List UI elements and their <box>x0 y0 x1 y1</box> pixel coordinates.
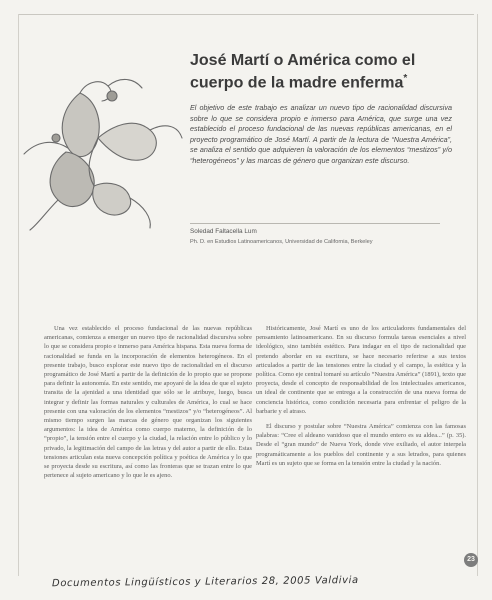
dancing-figures-illustration <box>16 68 186 233</box>
page-number: 23 <box>464 553 478 567</box>
author-name: Soledad Faltacella Lum <box>190 228 257 235</box>
body-paragraph: Una vez establecido el proceso fundacional de las nuevas repúblicas americanas, comienza a emerger un nuevo tipo de racionalidad discursiva sobre lo que se considera propio e inmerso para América hispana. Esta nueva forma de racionalidad se funda en la incorporación de elementos heterogéneos. En el presente trabajo, busco explorar este nuevo tipo de racionalidad en el discurso programático de José Martí a partir de la definición de lo propio que se propone para definir la autonomía. En este sentido, me apoyaré de la idea de que el sujeto transita de la ajenidad a una identidad que sólo se le atribuye, luego, busca integrar y definir las formas naturales y culturales de América, lo cual se hace presente con una valoración de los elementos “mestizos” y/o “heterogéneos”. Al mismo tiempo surgen las marcas de género que organizan los siguientes argumentos: la idea de América como cuerpo materno, la definición de lo “propio”, la tensión entre el cuerpo y la ciudad, la relación entre lo público y lo privado, la legitimación del campo de las letras y del autor a partir de ello. Estas tensiones articulan esta nueva concepción política y poética de América y lo que se proyecta desde su escritura, así como las fronteras que se trazan entre lo que pertenece al sujeto americano y lo que le es ajeno. <box>44 325 252 480</box>
title-text: José Martí o América como el cuerpo de la madre enferma <box>190 52 416 92</box>
right-rule <box>477 14 478 576</box>
article-title <box>190 52 440 92</box>
author-affiliation: Ph. D. en Estudios Latinoamericanos, Universidad de California, Berkeley <box>190 239 373 245</box>
top-rule <box>18 14 474 15</box>
handwritten-citation: Documentos Lingüísticos y Literarios 28, 2005 Valdivia <box>51 574 359 590</box>
title-footnote-mark: * <box>403 73 408 84</box>
body-paragraph: El discurso y postular sobre “Nuestra América” comienza con las famosas palabras: “Cree el aldeano vanidoso que el mundo entero es su aldea...” (p. 35). Desde el “gran mundo” de Nueva York, donde vive exiliado, el autor interpela programáticamente a los pueblos del continente y a sus letrados, para quienes Martí es un sujeto que se forma en la tensión entre la ciudad y la nación. <box>256 423 466 467</box>
body-column-right <box>256 324 466 474</box>
author-divider <box>190 223 440 224</box>
abstract: El objetivo de este trabajo es analizar un nuevo tipo de racionalidad discursiva sobre lo que se considera propio e inmerso para América, que surge una vez establecido el proceso fundacional de las nuevas repúblicas americanas, en el proyecto programático de José Martí. A partir de la lectura de “Nuestra América”, se analiza el sentido que adquieren la valoración de los elementos “mestizos” y/o “heterogéneos” y las marcas de género que organizan este discurso. <box>190 103 452 165</box>
body-paragraph: Históricamente, José Martí es uno de los articuladores fundamentales del pensamiento latinoamericano. En su discurso formula tareas esenciales a nivel ideológico, sino también estético. Para indagar en el tipo de racionalidad que pretendo abordar en su escritura, se hace necesario referirse a sus textos articulados a partir de las tensiones entre la ciudad y el campo, la estética y la política. Como eje central tomaré su artículo “Nuestra América” (1891), texto que proyecta, desde el concepto de responsabilidad de los intelectuales americanos, un ideal de continente que se entrega a la construcción de una nueva forma de conciencia histórica, como condición necesaria para enfrentar el peligro de la barbarie y el atraso. <box>256 325 466 415</box>
body-column-left <box>44 324 252 486</box>
